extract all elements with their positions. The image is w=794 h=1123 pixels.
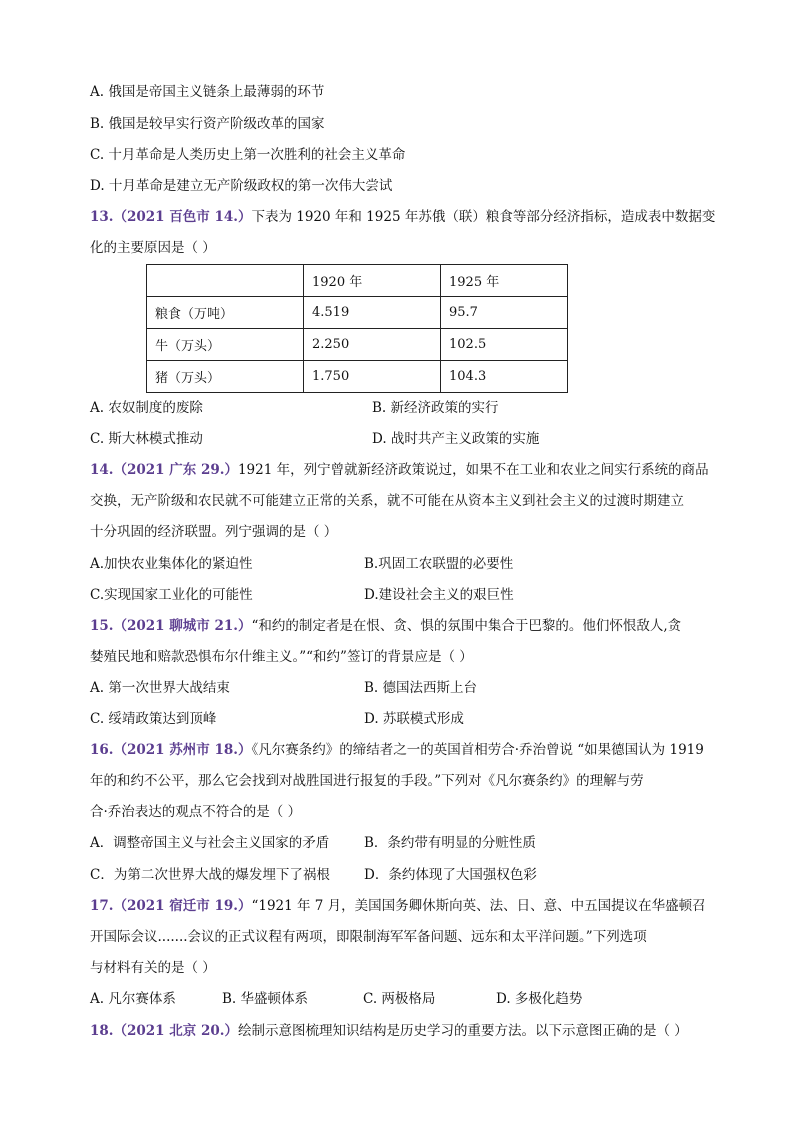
- q14-option-a: A.加快农业集体化的紧迫性: [90, 556, 253, 572]
- q18-stem-text: 绘制示意图梳理知识结构是历史学习的重要方法。以下示意图正确的是（ ）: [237, 1023, 688, 1039]
- q15-number: 15.（2021 聊城市 21.）: [90, 618, 252, 634]
- q17-option-b: B. 华盛顿体系: [222, 991, 309, 1007]
- table-row: [147, 297, 568, 329]
- q15-stem-line1: [90, 617, 681, 635]
- q14-stem-text: 1921 年，列宁曾就新经济政策说过，如果不在工业和农业之间实行系统的商品: [237, 462, 709, 478]
- table-row: [147, 361, 568, 393]
- q17-option-c: C. 两极格局: [363, 991, 436, 1007]
- q17-number: 17.（2021 宿迁市 19.）: [90, 898, 252, 914]
- q16-stem-text: 《凡尔赛条约》的缔结者之一的英国首相劳合·乔治曾说 “如果德国认为 1919: [251, 742, 704, 758]
- q16-stem-line1: [90, 741, 704, 759]
- q14-option-d: D.建设社会主义的艰巨性: [364, 587, 514, 603]
- q13-option-c: C. 斯大林模式推动: [90, 431, 203, 447]
- q15-option-b: B. 德国法西斯上台: [364, 680, 478, 696]
- table-cell: 4.519: [304, 297, 441, 329]
- q16-option-d: D．条约体现了大国强权色彩: [364, 867, 537, 883]
- q15-option-d: D. 苏联模式形成: [364, 711, 464, 727]
- q17-stem-line2: 开国际会议.......会议的正式议程有两项，即限制海军军备问题、远东和太平洋问题。”下列选项: [90, 929, 647, 945]
- q18-stem-line1: [90, 1022, 688, 1040]
- table-cell: 猪（万头）: [147, 361, 304, 393]
- q17-stem-line3: 与材料有关的是（ ）: [90, 960, 216, 976]
- q13-stem-text: 下表为 1920 年和 1925 年苏俄（联）粮食等部分经济指标，造成表中数据变: [251, 209, 716, 225]
- q13-number: 13.（2021 百色市 14.）: [90, 209, 252, 225]
- q15-stem-text: “和约的制定者是在恨、贪、惧的氛围中集合于巴黎的。他们怀恨敌人,贪: [251, 618, 682, 634]
- q13-stem-line1: [90, 208, 715, 226]
- table-cell: 95.7: [441, 297, 568, 329]
- q13-option-d: D. 战时共产主义政策的实施: [372, 431, 540, 447]
- q15-option-a: A. 第一次世界大战结束: [90, 680, 230, 696]
- table-header-cell: [147, 265, 304, 297]
- q17-stem-line1: [90, 897, 706, 915]
- q14-option-b: B.巩固工农联盟的必要性: [364, 556, 514, 572]
- q14-option-c: C.实现国家工业化的可能性: [90, 587, 253, 603]
- q16-option-c: C．为第二次世界大战的爆发埋下了祸根: [90, 867, 330, 883]
- q14-stem-line2: 交换，无产阶级和农民就不可能建立正常的关系，就不可能在从资本主义到社会主义的过渡时期建立: [90, 493, 684, 509]
- q13-data-table: [146, 264, 568, 393]
- q16-stem-line2: 年的和约不公平，那么它会找到对战胜国进行报复的手段。”下列对《凡尔赛条约》的理解与劳: [90, 773, 644, 789]
- q15-stem-line2: 婪殖民地和赔款恐惧布尔什维主义。”“和约”签订的背景应是（ ）: [90, 649, 473, 665]
- q12-option-a: A. 俄国是帝国主义链条上最薄弱的环节: [90, 84, 325, 100]
- table-cell: 1.750: [304, 361, 441, 393]
- table-cell: 102.5: [441, 329, 568, 361]
- q16-option-b: B．条约带有明显的分赃性质: [364, 835, 536, 851]
- q12-option-b: B. 俄国是较早实行资产阶级改革的国家: [90, 116, 325, 132]
- table-header-cell: 1925 年: [441, 265, 568, 297]
- table-cell: 牛（万头）: [147, 329, 304, 361]
- q15-option-c: C. 绥靖政策达到顶峰: [90, 711, 217, 727]
- q13-option-b: B. 新经济政策的实行: [372, 400, 499, 416]
- q14-stem-line3: 十分巩固的经济联盟。列宁强调的是（ ）: [90, 524, 338, 540]
- q14-number: 14.（2021 广东 29.）: [90, 462, 238, 478]
- table-row: [147, 329, 568, 361]
- table-cell: 2.250: [304, 329, 441, 361]
- q17-option-d: D. 多极化趋势: [496, 991, 583, 1007]
- table-header-cell: 1920 年: [304, 265, 441, 297]
- q14-stem-line1: [90, 461, 709, 479]
- q17-stem-text: “1921 年 7 月，美国国务卿休斯向英、法、日、意、中五国提议在华盛顿召: [251, 898, 706, 914]
- table-header-row: [147, 265, 568, 297]
- q18-number: 18.（2021 北京 20.）: [90, 1023, 238, 1039]
- q13-stem-line2: 化的主要原因是（ ）: [90, 240, 216, 256]
- q17-option-a: A. 凡尔赛体系: [90, 991, 176, 1007]
- q12-option-c: C. 十月革命是人类历史上第一次胜利的社会主义革命: [90, 147, 406, 163]
- table-cell: 粮食（万吨）: [147, 297, 304, 329]
- q12-option-d: D. 十月革命是建立无产阶级政权的第一次伟大尝试: [90, 178, 393, 194]
- q16-option-a: A．调整帝国主义与社会主义国家的矛盾: [90, 835, 330, 851]
- q16-stem-line3: 合·乔治表达的观点不符合的是（ ）: [90, 804, 302, 820]
- q13-option-a: A. 农奴制度的废除: [90, 400, 203, 416]
- q16-number: 16.（2021 苏州市 18.）: [90, 742, 252, 758]
- table-cell: 104.3: [441, 361, 568, 393]
